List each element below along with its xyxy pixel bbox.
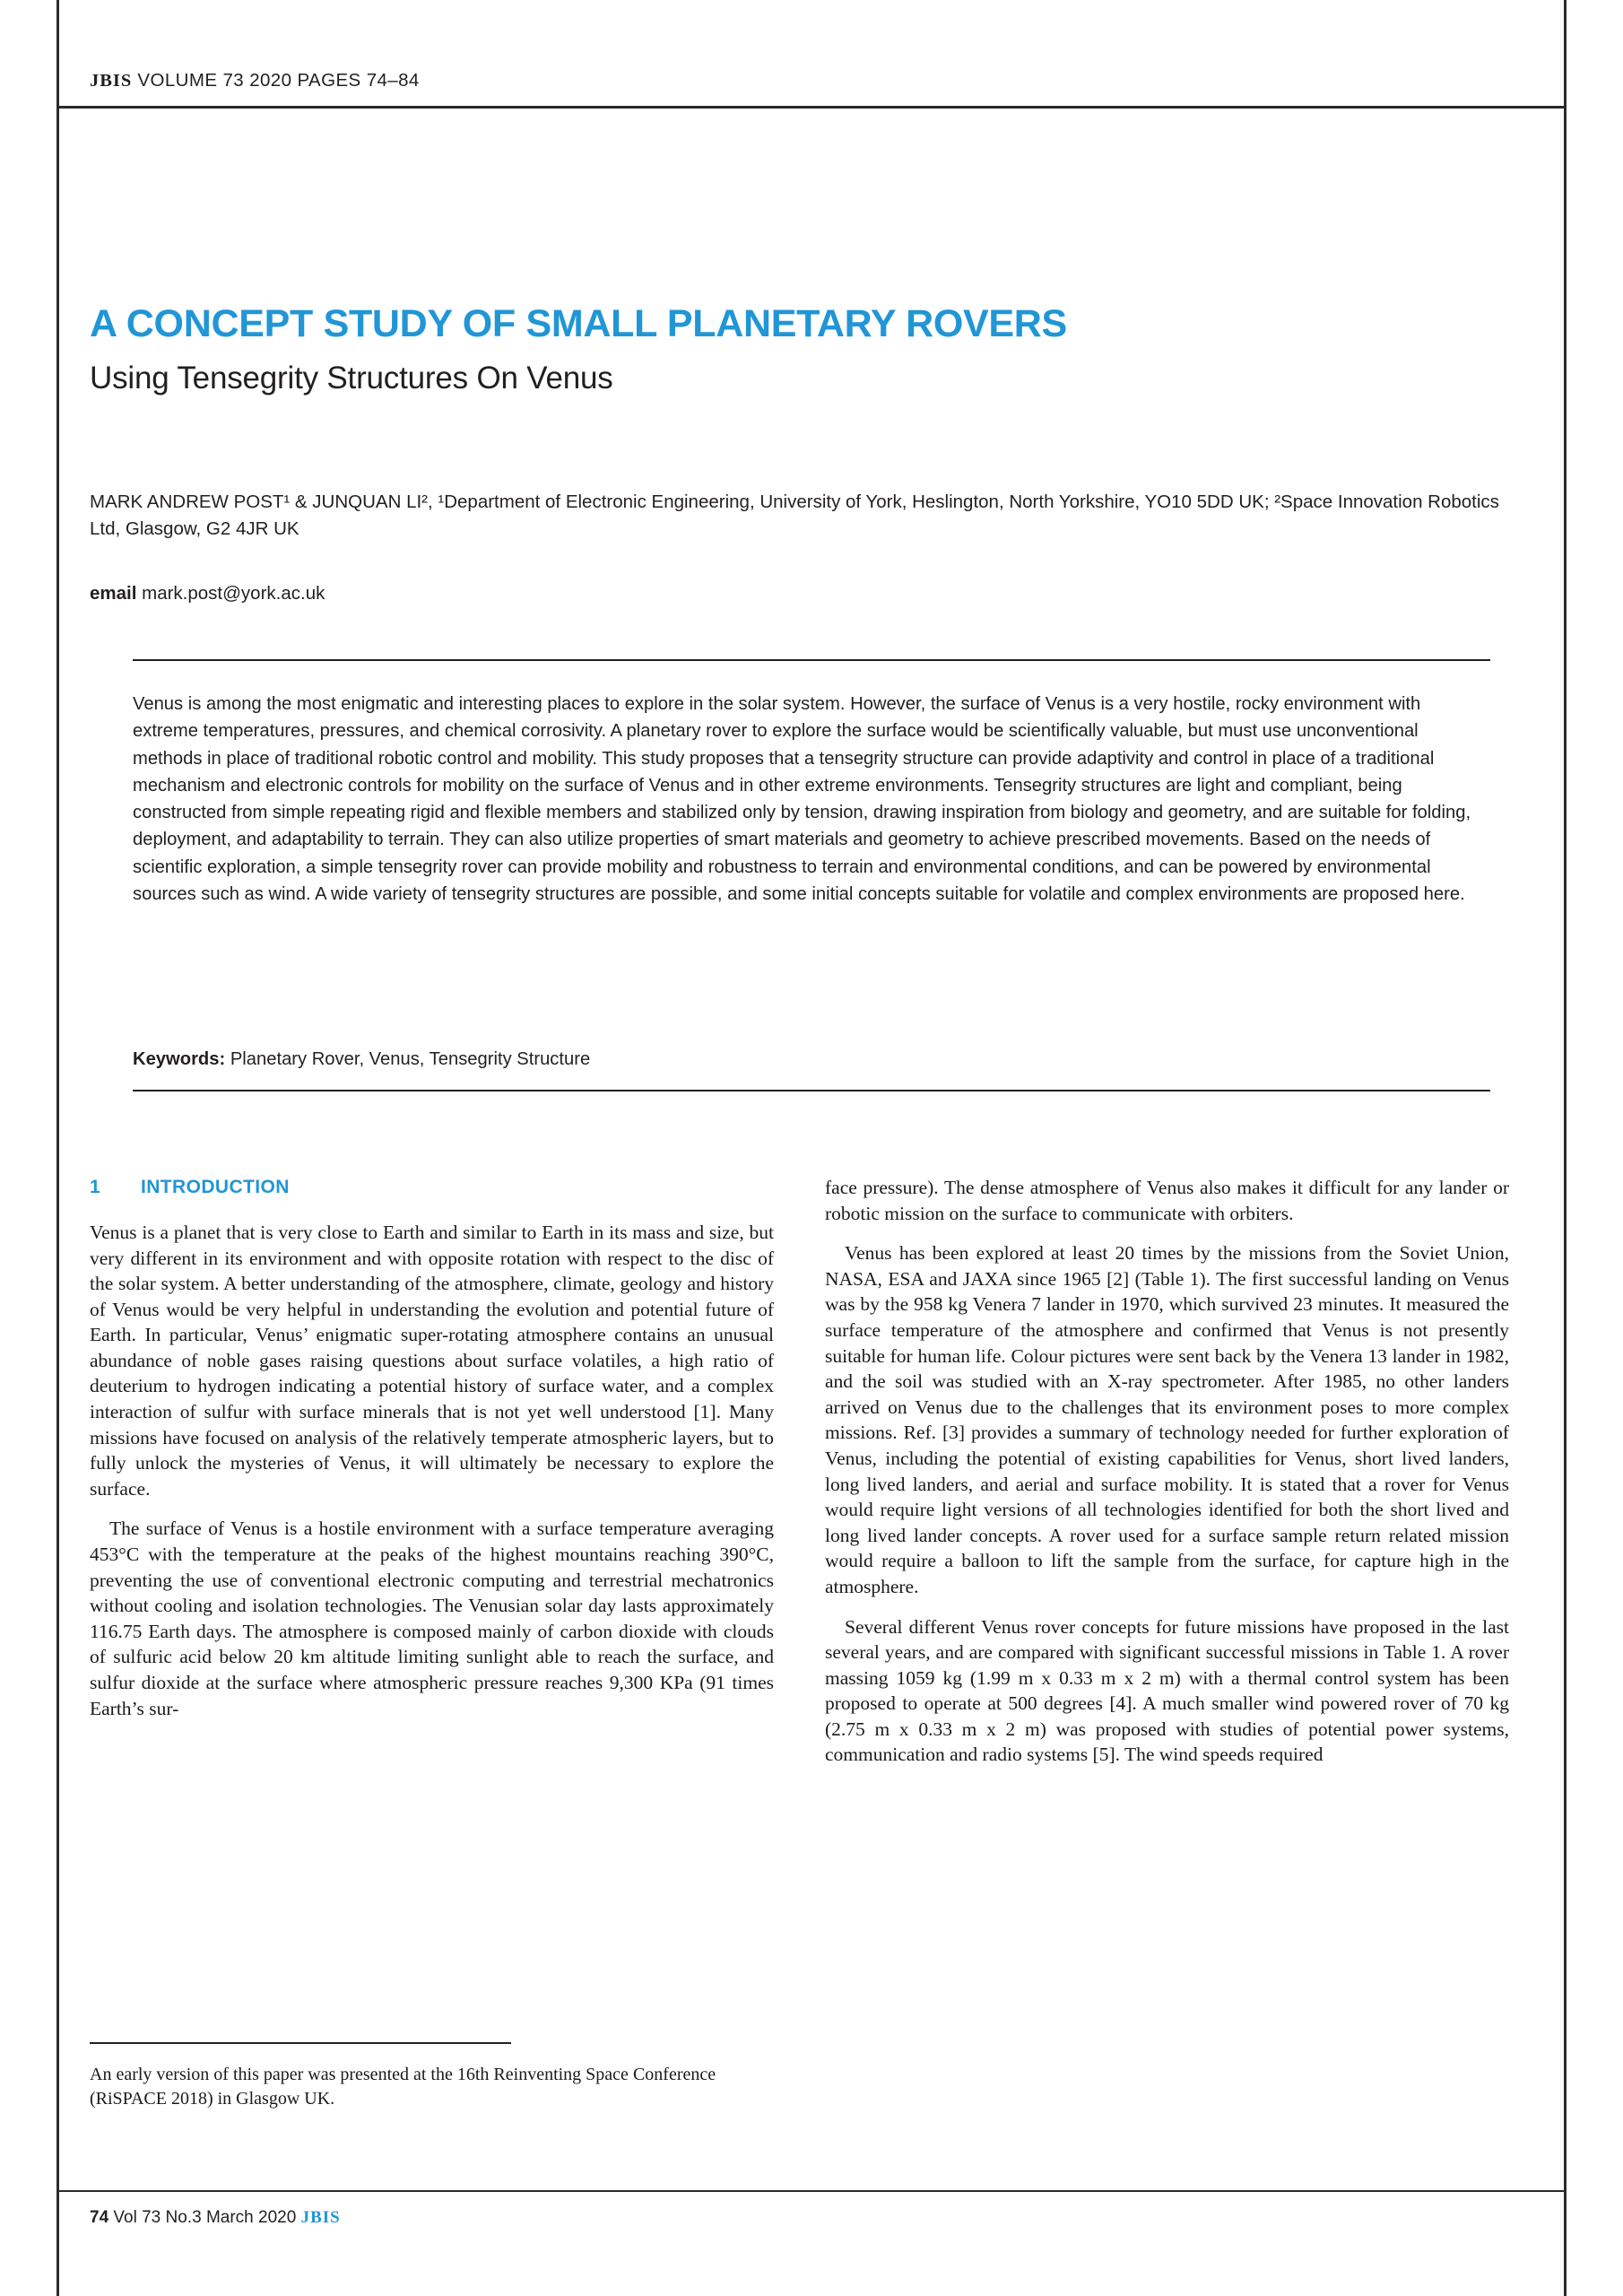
abstract-bottom-divider (133, 1090, 1490, 1091)
footer-journal: JBIS (300, 2208, 341, 2227)
running-head-volume: VOLUME 73 2020 PAGES 74–84 (137, 70, 420, 91)
running-head-journal: JBIS (90, 71, 133, 91)
footer-issue: Vol 73 No.3 March 2020 (113, 2208, 297, 2227)
abstract-top-divider (133, 659, 1490, 661)
paragraph: Several different Venus rover concepts for future missions have proposed in the last several years, and are compared with significant successful missions in Table 1. A rover massing 1059 kg (1.99 m x 0.33 m x 2 m) with a thermal control system has been proposed to operate at 500 degrees [4]. A much smaller wind powered rover of 70 kg (2.75 m x 0.33 m x 2 m) was proposed with studies of potential power systems, communication and radio systems [5]. The wind speeds required (825, 1615, 1509, 1766)
abstract-text: Venus is among the most enigmatic and interesting places to explore in the solar system. However, the surface of Venus is a very hostile, rocky environment with extreme temperatures, pressures, and chemical corrosivity. A planetary rover to explore the surface would be scientifically valuable, but must use unconventional methods in place of traditional robotic control and mobility. This study proposes that a tensegrity structure can provide adaptivity and control in place of a traditional mechanism and electronic controls for mobility on the surface of Venus and in other extreme environments. Tensegrity structures are light and compliant, being constructed from simple repeating rigid and flexible members and stabilized only by tension, drawing inspiration from biology and geometry, and are suitable for folding, deployment, and adaptability to terrain. They can also utilize properties of smart materials and geometry to achieve prescribed movements. Based on the needs of scientific exploration, a simple tensegrity rover can provide mobility and robustness to terrain and environmental conditions, and can be powered by environmental sources such as wind. A wide variety of tensegrity structures are possible, and some initial concepts suitable for volatile and complex environments are proposed here. (133, 694, 1471, 905)
paragraph: Venus has been explored at least 20 times by the missions from the Soviet Union, NASA, ESA and JAXA since 1965 [2] (Table 1). The first successful landing on Venus was by the 958 kg Venera 7 lander in 1970, which survived 23 minutes. It measured the surface temperature of the atmosphere and confirmed that Venus is not presently suitable for human life. Colour pictures were sent back by the Venera 13 lander in 1982, and the soil was studied with an X-ray spectrometer. After 1985, no other landers arrived on Venus due to the challenges that its environment poses to more complex missions. Ref. [3] provides a summary of technology needed for further exploration of Venus, including the potential of existing capabilities for Venus, short lived landers, long lived landers, and aerial and surface mobility. It is stated that a rover for Venus would require light versions of all technologies identified for both the short lived and long lived lander concepts. A rover used for a surface sample return related mission would require a balloon to lift the sample from the surface, for capture high in the atmosphere. (825, 1242, 1509, 1597)
footnote-text: An early version of this paper was presented at the 16th Reinventing Space Conference (RiSPACE 2018) in Glasgow UK. (90, 2065, 716, 2109)
section-number: 1 (90, 1177, 101, 1197)
header-divider (56, 106, 1567, 109)
email-label: email (90, 583, 137, 604)
paragraph: The surface of Venus is a hostile environment with a surface temperature averaging 453°C with the temperature at the peaks of the highest mountains reaching 390°C, preventing the use of conventional electronic computing and terrestrial mechatronics without cooling and isolation technologies. The Venusian solar day lasts approximately 116.75 Earth days. The atmosphere is composed mainly of carbon dioxide with clouds of sulfuric acid below 20 km altitude limiting sunlight able to reach the surface, and sulfur dioxide at the surface where atmospheric pressure reaches 9,300 KPa (91 times Earth’s sur- (90, 1518, 774, 1719)
paragraph: face pressure). The dense atmosphere of Venus also makes it difficult for any lander or robotic mission on the surface to communicate with orbiters. (825, 1177, 1509, 1224)
body-column-right (825, 1175, 1509, 1768)
body-column-left (90, 1175, 774, 1721)
keywords-value: Planetary Rover, Venus, Tensegrity Structure (230, 1049, 591, 1069)
section-title: INTRODUCTION (141, 1177, 290, 1197)
footer-divider (56, 2190, 1567, 2192)
running-head (90, 70, 420, 91)
left-margin-rule (56, 0, 59, 2296)
footnote-divider (90, 2042, 511, 2044)
keywords-line (133, 1049, 590, 1070)
email-line (90, 583, 325, 604)
page-footer (90, 2208, 341, 2228)
section-heading (90, 1175, 774, 1200)
authors-affiliations: MARK ANDREW POST¹ & JUNQUAN LI², ¹Department of Electronic Engineering, University of York, Heslington, North Yorkshire, YO10 5DD UK; ²Space Innovation Robotics Ltd, Glasgow, G2 4JR UK (90, 491, 1499, 539)
email-value: mark.post@york.ac.uk (142, 583, 325, 604)
right-margin-rule (1564, 0, 1567, 2296)
footer-page-number: 74 (90, 2208, 109, 2227)
keywords-label: Keywords: (133, 1049, 226, 1069)
page-title: A CONCEPT STUDY OF SMALL PLANETARY ROVERS (90, 302, 1067, 345)
page-subtitle: Using Tensegrity Structures On Venus (90, 361, 613, 396)
paragraph: Venus is a planet that is very close to Earth and similar to Earth in its mass and size, but very different in its environment and with opposite rotation with respect to the disc of the solar system. A better understanding of the atmosphere, climate, geology and history of Venus would be very helpful in understanding the evolution and potential future of Earth. In particular, Venus’ enigmatic super-rotating atmosphere contains an unusual abundance of noble gases raising questions about surface volatiles, a high ratio of deuterium to hydrogen indicating a potential history of surface water, and a complex interaction of sulfur with surface minerals that is not yet well understood [1]. Many missions have focused on analysis of the relatively temperate atmospheric layers, but to fully unlock the mysteries of Venus, it will ultimately be necessary to explore the surface. (90, 1221, 774, 1500)
